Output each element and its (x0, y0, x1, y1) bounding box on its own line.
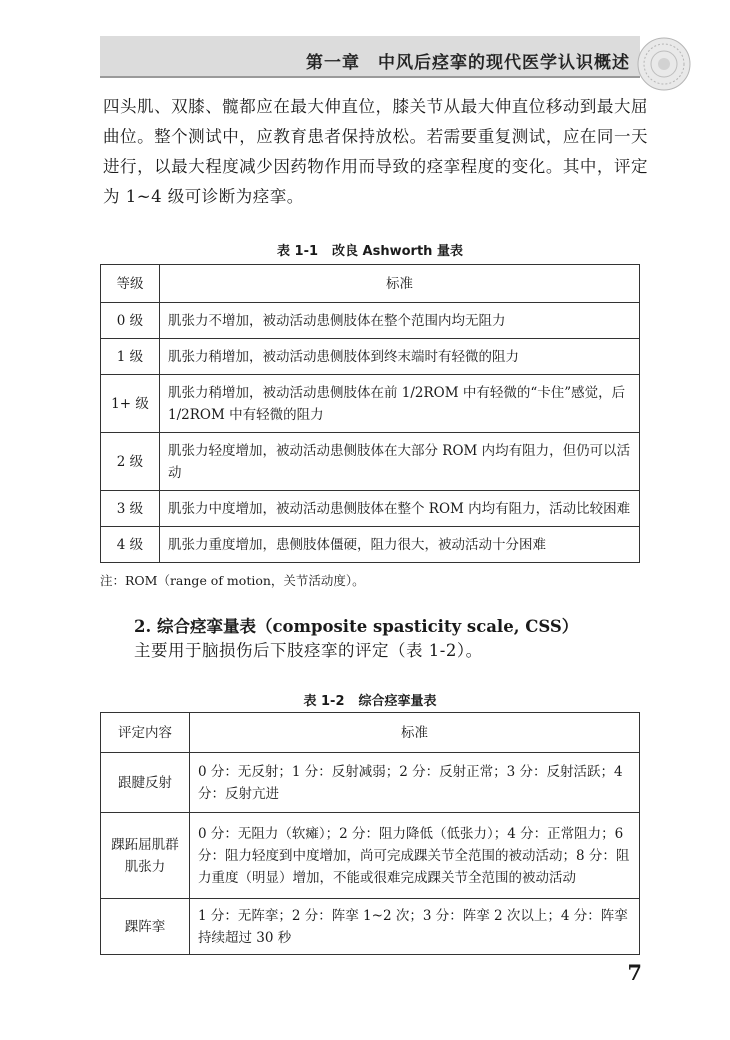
column-header: 标准 (190, 713, 640, 753)
header-rule (100, 76, 640, 78)
ashworth-table (100, 264, 640, 563)
chapter-title: 第一章 中风后痉挛的现代医学认识概述 (306, 53, 630, 73)
table1-caption-title: 改良 Ashworth 量表 (332, 244, 463, 259)
criterion-cell: 肌张力稍增加，被动活动患侧肢体在前 1/2ROM 中有轻微的“卡住”感觉，后 1/2ROM 中有轻微的阻力 (160, 375, 640, 433)
grade-cell: 4 级 (101, 527, 160, 563)
section-heading: 2. 综合痉挛量表（composite spasticity scale, CSS） (134, 617, 579, 636)
chapter-emblem-icon (636, 36, 692, 92)
criterion-cell: 肌张力中度增加，被动活动患侧肢体在整个 ROM 内均有阻力，活动比较困难 (160, 491, 640, 527)
grade-cell: 2 级 (101, 433, 160, 491)
column-header: 标准 (160, 265, 640, 303)
column-header: 等级 (101, 265, 160, 303)
table-header-row (101, 713, 640, 753)
item-cell: 踝跖屈肌群肌张力 (101, 813, 190, 899)
table-row (101, 339, 640, 375)
criterion-cell: 0 分：无阻力（软瘫）；2 分：阻力降低（低张力）；4 分：正常阻力；6 分：阻力轻度到中度增加，尚可完成踝关节全范围的被动活动；8 分：阻力重度（明显）增加，不能或很难完成踝关节全范围的被动活动 (190, 813, 640, 899)
criterion-cell: 肌张力轻度增加，被动活动患侧肢体在大部分 ROM 内均有阻力，但仍可以活动 (160, 433, 640, 491)
css-table (100, 712, 640, 955)
item-cell: 踝阵挛 (101, 899, 190, 955)
criterion-cell: 肌张力稍增加，被动活动患侧肢体到终末端时有轻微的阻力 (160, 339, 640, 375)
table2-caption-label: 表 1-2 (303, 694, 345, 709)
table-row (101, 753, 640, 813)
table-header-row (101, 265, 640, 303)
item-cell: 跟腱反射 (101, 753, 190, 813)
column-header: 评定内容 (101, 713, 190, 753)
table-row (101, 899, 640, 955)
table-row (101, 527, 640, 563)
criterion-cell: 肌张力重度增加，患侧肢体僵硬，阻力很大，被动活动十分困难 (160, 527, 640, 563)
table1-caption (100, 240, 640, 259)
table2-caption-title: 综合痉挛量表 (358, 694, 437, 709)
table-row (101, 303, 640, 339)
table-row (101, 433, 640, 491)
grade-cell: 1 级 (101, 339, 160, 375)
page-number: 7 (627, 960, 642, 985)
section-paragraph: 主要用于脑损伤后下肢痉挛的评定（表 1-2）。 (134, 641, 483, 660)
table1-caption-label: 表 1-1 (277, 244, 319, 259)
intro-paragraph: 四头肌、双膝、髋都应在最大伸直位，膝关节从最大伸直位移动到最大屈曲位。整个测试中，应教育患者保持放松。若需要重复测试，应在同一天进行，以最大程度减少因药物作用而导致的痉挛程度的变化。其中，评定为 1~4 级可诊断为痉挛。 (103, 97, 648, 206)
grade-cell: 0 级 (101, 303, 160, 339)
table-row (101, 813, 640, 899)
table1-note: 注：ROM（range of motion，关节活动度）。 (100, 573, 365, 588)
criterion-cell: 0 分：无反射；1 分：反射减弱；2 分：反射正常；3 分：反射活跃；4 分：反射亢进 (190, 753, 640, 813)
grade-cell: 1+ 级 (101, 375, 160, 433)
table-row (101, 375, 640, 433)
criterion-cell: 1 分：无阵挛；2 分：阵挛 1~2 次；3 分：阵挛 2 次以上；4 分：阵挛持续超过 30 秒 (190, 899, 640, 955)
table-row (101, 491, 640, 527)
criterion-cell: 肌张力不增加，被动活动患侧肢体在整个范围内均无阻力 (160, 303, 640, 339)
grade-cell: 3 级 (101, 491, 160, 527)
table2-caption (100, 690, 640, 709)
